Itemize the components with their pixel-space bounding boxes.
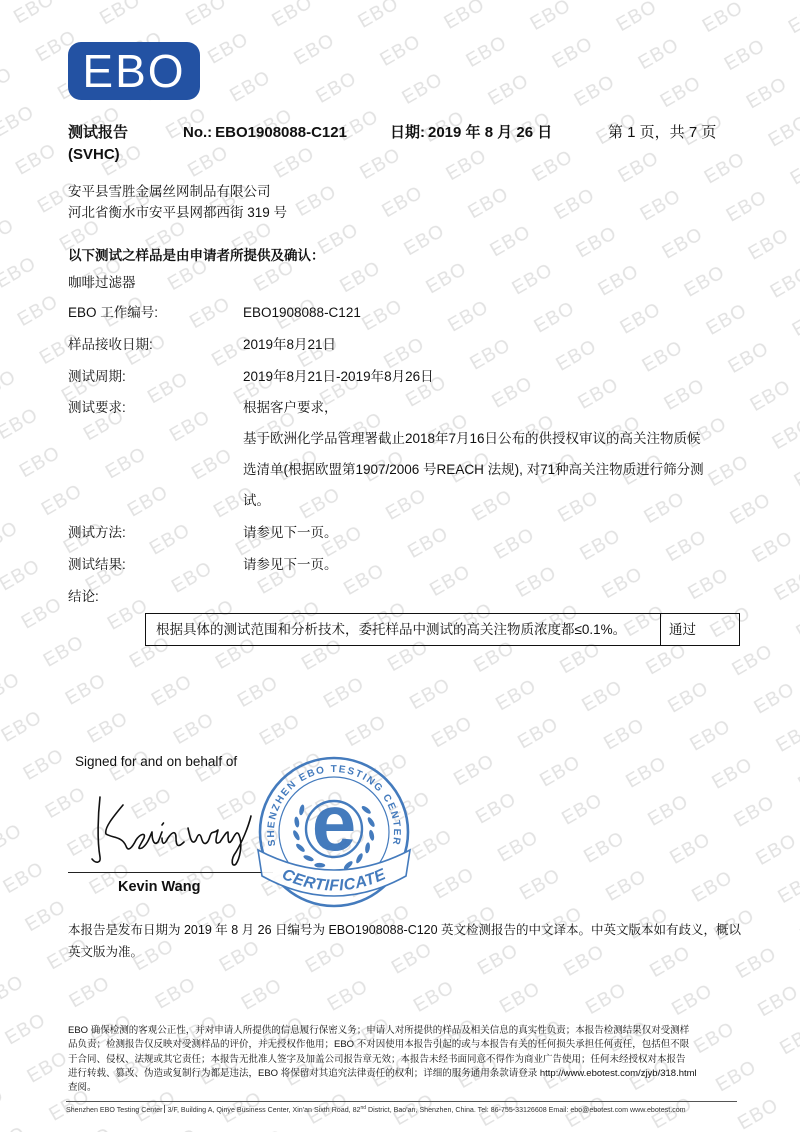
laurel-leaf	[298, 804, 305, 816]
conclusion-verdict: 通过	[669, 622, 696, 637]
disclaimer-line: 查阅。	[68, 1082, 97, 1094]
disclaimer-line: 进行转载、篡改、伪造或复制行为都是违法，EBO 将保留对其追究法律责任的权利；详细的服务通用条款请登录 http://www.ebotest.com/zjyb/318.html	[68, 1067, 697, 1079]
signature-stroke	[106, 805, 184, 849]
report-number-label: No.:	[183, 124, 213, 141]
test-requirement-label: 测试要求:	[68, 400, 126, 415]
test-method-value: 请参见下一页。	[243, 525, 338, 540]
laurel-leaf	[368, 829, 375, 841]
translation-note-line: 本报告是发布日期为 2019 年 8 月 26 日编号为 EBO1908088-C120 英文检测报告的中文译本。中英文版本如有歧义，概以	[68, 923, 742, 937]
test-result-value: 请参见下一页。	[243, 557, 338, 572]
test-method-label: 测试方法:	[68, 525, 126, 540]
footer-org: Shenzhen EBO Testing Center	[66, 1106, 163, 1114]
footer-address-pre: 3/F, Building A, Qinye Business Center, Xin'an Sixth Road, 82	[167, 1106, 361, 1114]
laurel-leaf	[294, 816, 300, 828]
report-number-value: EBO1908088-C121	[215, 124, 347, 141]
job-no-label: EBO 工作编号:	[68, 305, 159, 320]
disclaimer-line: EBO 确保检测的客观公正性，并对申请人所提供的信息履行保密义务；申请人对所提供的样品及相关信息的真实性负责；本报告检测结果仅对受测样	[68, 1025, 690, 1036]
report-title: 测试报告	[68, 124, 129, 141]
signature-stroke	[162, 823, 164, 825]
received-date-value: 2019年8月21日	[243, 337, 337, 352]
footer-address-post: District, Bao'an, Shenzhen, China. Tel: 86-755-33126608 Email: ebo@ebotest.com www.ebotest.com	[366, 1106, 686, 1114]
received-date-label: 样品接收日期:	[68, 337, 153, 352]
test-period-label: 测试周期:	[68, 369, 126, 384]
test-requirement-line: 基于欧洲化学品管理署截止2018年7月16日公布的供授权审议的高关注物质候	[243, 431, 701, 446]
laurel-leaf	[366, 816, 376, 828]
laurel-leaf	[365, 842, 371, 854]
seal-ring-textpath: SHENZHEN EBO TESTING CENTER	[265, 763, 403, 848]
signer-name: Kevin Wang	[118, 879, 201, 895]
seal-emblem-letter: e	[311, 778, 357, 867]
report-type: (SVHC)	[68, 146, 120, 163]
disclaimer-line: 于合同、侵权、法规或其它责任；本报告无批准人签字及加盖公司报告章无效；本报告未经书面同意不得作为商业广告使用；任何未经授权对本报告	[68, 1053, 686, 1065]
ebo-logo: EBO	[68, 42, 200, 100]
conclusion-label: 结论:	[68, 589, 99, 604]
conclusion-statement: 根据具体的测试范围和分析技术，委托样品中测试的高关注物质浓度都≤0.1%。	[146, 614, 661, 645]
translation-note	[68, 919, 741, 963]
applicant-address: 河北省衡水市安平县网都西街 319 号	[68, 205, 288, 220]
signature-line	[68, 872, 273, 873]
test-requirement-line: 选清单(根据欧盟第1907/2006 号REACH 法规), 对71种高关注物质进行筛分测	[243, 462, 704, 477]
handwritten-signature	[80, 785, 270, 875]
report-date-label: 日期:	[390, 124, 425, 141]
footer-divider	[164, 1105, 165, 1113]
signature-stroke	[188, 816, 251, 865]
sample-name: 咖啡过滤器	[68, 275, 136, 290]
disclaimer	[68, 1024, 697, 1095]
report-number	[183, 123, 347, 143]
sample-intro: 以下测试之样品是由申请者所提供及确认：	[68, 248, 325, 263]
conclusion-table	[145, 613, 740, 646]
laurel-leaf	[360, 805, 372, 815]
applicant-name: 安平县雪胜金属丝网制品有限公司	[68, 184, 271, 199]
test-result-label: 测试结果:	[68, 557, 126, 572]
test-requirement-line: 试。	[243, 493, 270, 508]
report-date	[390, 123, 552, 143]
footer-rule	[66, 1101, 737, 1102]
seal-banner-textpath: CERTIFICATE	[279, 866, 389, 895]
report-date-value: 2019 年 8 月 26 日	[428, 124, 553, 141]
certificate-seal	[250, 750, 420, 920]
signature-stroke	[92, 797, 100, 862]
disclaimer-line: 品负责；检测报告仅反映对受测样品的评价，并无授权作他用；EBO 不对因使用本报告引起的或与本报告有关的任何损失承担任何责任，包括但不限	[68, 1039, 690, 1051]
test-period-value: 2019年8月21日-2019年8月26日	[243, 369, 434, 384]
laurel-leaf	[295, 842, 306, 853]
laurel-leaf	[292, 829, 301, 841]
signed-for-text: Signed for and on behalf of	[75, 754, 238, 769]
translation-note-line: 英文版为准。	[68, 945, 144, 959]
footer-address	[66, 1105, 686, 1115]
footer-address-sup: nd	[360, 1105, 367, 1111]
job-no-value: EBO1908088-C121	[243, 305, 361, 320]
page-indicator: 第 1 页，共 7 页	[608, 124, 717, 141]
test-requirement-line: 根据客户要求，	[243, 400, 338, 415]
